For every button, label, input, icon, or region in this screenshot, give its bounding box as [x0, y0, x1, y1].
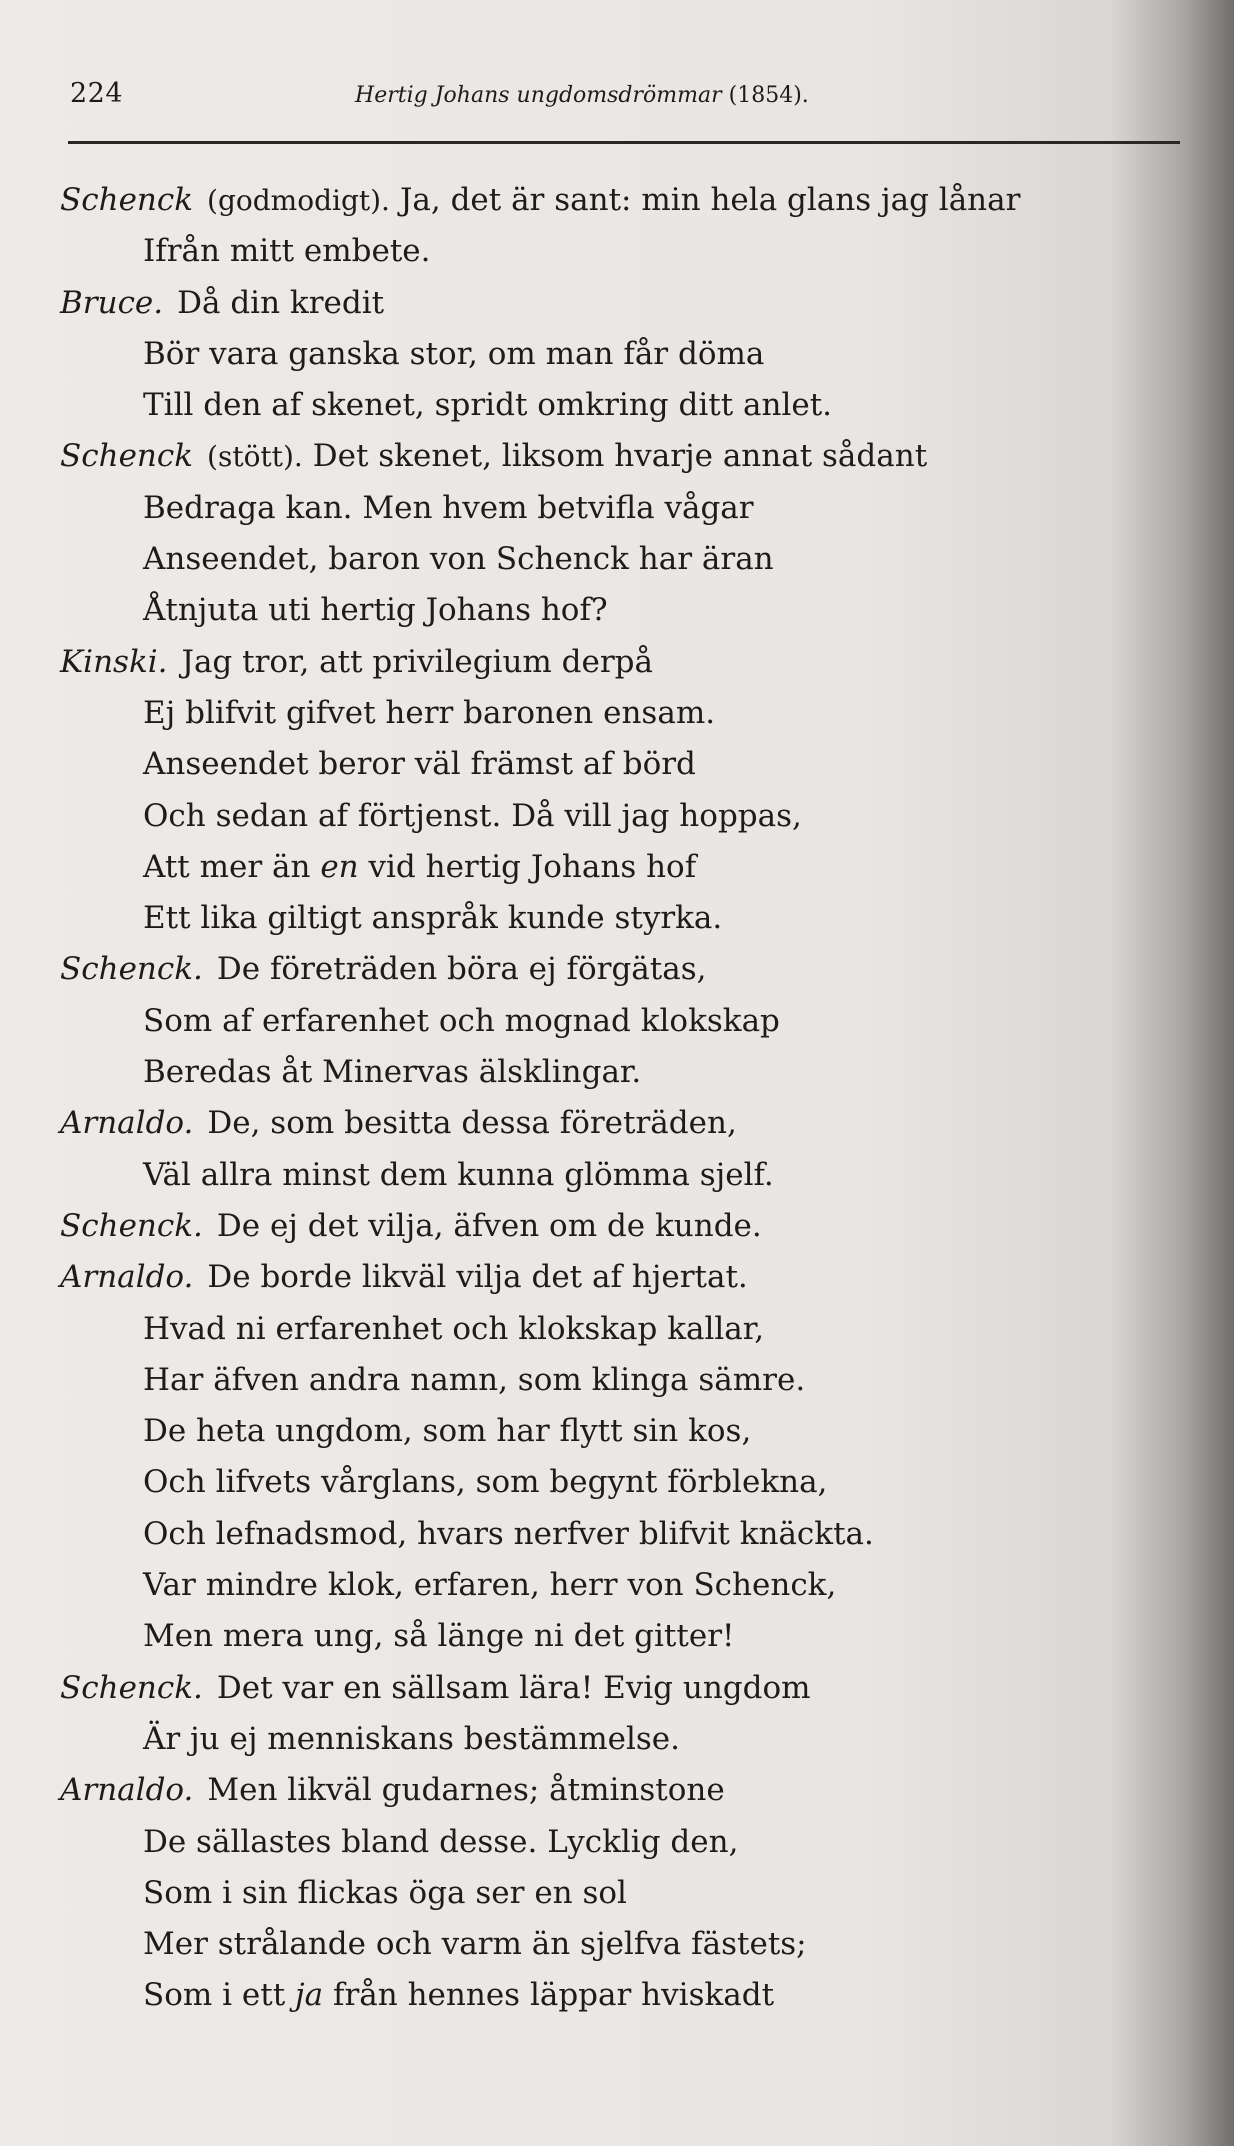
- verse-line: [60, 1919, 1200, 1970]
- speech-line: [60, 1098, 1200, 1149]
- verse-line: [60, 1509, 1200, 1560]
- line-text: Och lifvets vårglans, som begynt förblekna,: [143, 1464, 828, 1501]
- running-title: [355, 83, 809, 108]
- speech-line: [60, 637, 1200, 688]
- verse-line: [60, 483, 1200, 534]
- line-text: Är ju ej menniskans bestämmelse.: [143, 1720, 680, 1757]
- line-text: från hennes läppar hviskadt: [323, 1977, 775, 2014]
- verse-line: [60, 739, 1200, 790]
- verse-line: [60, 893, 1200, 944]
- line-text: De, som besitta dessa företräden,: [207, 1105, 737, 1142]
- line-text: Men likväl gudarnes; åtminstone: [207, 1772, 725, 1809]
- verse-line: [60, 1611, 1200, 1662]
- page-header: [70, 78, 1164, 118]
- line-text: Anseendet, baron von Schenck har äran: [143, 541, 774, 578]
- line-text: Ej blifvit gifvet herr baronen ensam.: [143, 694, 716, 731]
- speech-line: [60, 175, 1200, 226]
- verse-line: [60, 1457, 1200, 1508]
- speaker-name: Schenck.: [60, 951, 203, 988]
- line-text: Som i ett: [143, 1977, 296, 2014]
- line-text: Beredas åt Minervas älsklingar.: [143, 1054, 642, 1091]
- verse-line: [60, 688, 1200, 739]
- speech-line: [60, 944, 1200, 995]
- emphasized-word: en: [320, 848, 359, 885]
- verse-line: [60, 1560, 1200, 1611]
- line-text: De företräden böra ej förgätas,: [216, 951, 707, 988]
- line-text: Mer strålande och varm än sjelfva fästets;: [143, 1926, 807, 1963]
- line-text: De sällastes bland desse. Lycklig den,: [143, 1823, 739, 1860]
- speaker-name: Arnaldo.: [60, 1105, 194, 1142]
- line-text: Det var en sällsam lära! Evig ungdom: [216, 1669, 811, 1706]
- running-title-text: Hertig Johans ungdomsdrömmar: [355, 83, 722, 108]
- line-text: Till den af skenet, spridt omkring ditt anlet.: [143, 387, 833, 424]
- speaker-name: Schenck: [60, 182, 194, 218]
- line-text: Hvad ni erfarenhet och klokskap kallar,: [143, 1310, 765, 1347]
- running-title-year: (1854).: [728, 83, 809, 108]
- line-text: Ifrån mitt embete.: [143, 233, 431, 270]
- line-text: De ej det vilja, äfven om de kunde.: [216, 1207, 762, 1244]
- line-text: Och lefnadsmod, hvars nerfver blifvit knäckta.: [143, 1515, 874, 1552]
- speech-line: [60, 1663, 1200, 1714]
- verse-line: [60, 585, 1200, 636]
- speaker-name: Schenck: [60, 438, 194, 475]
- verse-line: [60, 1047, 1200, 1098]
- speech-line: [60, 1765, 1200, 1816]
- line-text: Och sedan af förtjenst. Då vill jag hoppas,: [143, 797, 802, 834]
- verse-line: [60, 1355, 1200, 1406]
- verse-line: [60, 1868, 1200, 1919]
- verse-text: [60, 175, 1200, 2022]
- verse-line: [60, 842, 1200, 893]
- line-text: Jag tror, att privilegium derpå: [181, 643, 654, 680]
- verse-line: [60, 380, 1200, 431]
- line-text: Var mindre klok, erfaren, herr von Schenck,: [143, 1567, 837, 1604]
- emphasized-word: ja: [295, 1977, 324, 2014]
- speech-line: [60, 1201, 1200, 1252]
- line-text: Ett lika giltigt anspråk kunde styrka.: [143, 900, 723, 937]
- verse-line: [60, 226, 1200, 277]
- speaker-name: Schenck.: [60, 1669, 203, 1706]
- line-text: Det skenet, liksom hvarje annat sådant: [312, 438, 928, 475]
- speaker-name: Schenck.: [60, 1207, 203, 1244]
- verse-line: [60, 1714, 1200, 1765]
- header-rule: [68, 141, 1180, 144]
- line-text: Som af erfarenhet och mognad klokskap: [143, 1002, 780, 1039]
- verse-line: [60, 996, 1200, 1047]
- verse-line: [60, 1150, 1200, 1201]
- line-text: vid hertig Johans hof: [358, 848, 697, 885]
- speaker-name: Kinski.: [60, 643, 168, 680]
- line-text: Men mera ung, så länge ni det gitter!: [143, 1618, 735, 1655]
- line-text: Bedraga kan. Men hvem betvifla vågar: [143, 489, 754, 526]
- speech-line: [60, 278, 1200, 329]
- verse-line: [60, 1406, 1200, 1457]
- line-text: Ja, det är sant: min hela glans jag lånar: [399, 182, 1021, 218]
- line-text: De borde likväl vilja det af hjertat.: [207, 1259, 748, 1296]
- line-text: Har äfven andra namn, som klinga sämre.: [143, 1361, 806, 1398]
- speaker-name: Arnaldo.: [60, 1259, 194, 1296]
- speaker-name: Arnaldo.: [60, 1772, 194, 1809]
- line-text: De heta ungdom, som har flytt sin kos,: [143, 1413, 752, 1450]
- stage-direction: (stött).: [207, 440, 303, 474]
- verse-line: [60, 1304, 1200, 1355]
- line-text: Anseendet beror väl främst af börd: [143, 746, 696, 783]
- line-text: Att mer än: [143, 848, 321, 885]
- verse-line: [60, 1970, 1200, 2021]
- line-text: Som i sin flickas öga ser en sol: [143, 1874, 627, 1911]
- page-number: 224: [70, 78, 124, 109]
- line-text: Åtnjuta uti hertig Johans hof?: [143, 592, 608, 629]
- stage-direction: (godmodigt).: [207, 184, 390, 217]
- speech-line: [60, 431, 1200, 482]
- speaker-name: Bruce.: [60, 284, 164, 321]
- line-text: Bör vara ganska stor, om man får döma: [143, 335, 765, 372]
- verse-line: [60, 1817, 1200, 1868]
- verse-line: [60, 791, 1200, 842]
- speech-line: [60, 1252, 1200, 1303]
- verse-line: [60, 329, 1200, 380]
- line-text: Väl allra minst dem kunna glömma sjelf.: [143, 1156, 774, 1193]
- verse-line: [60, 534, 1200, 585]
- line-text: Då din kredit: [177, 284, 385, 321]
